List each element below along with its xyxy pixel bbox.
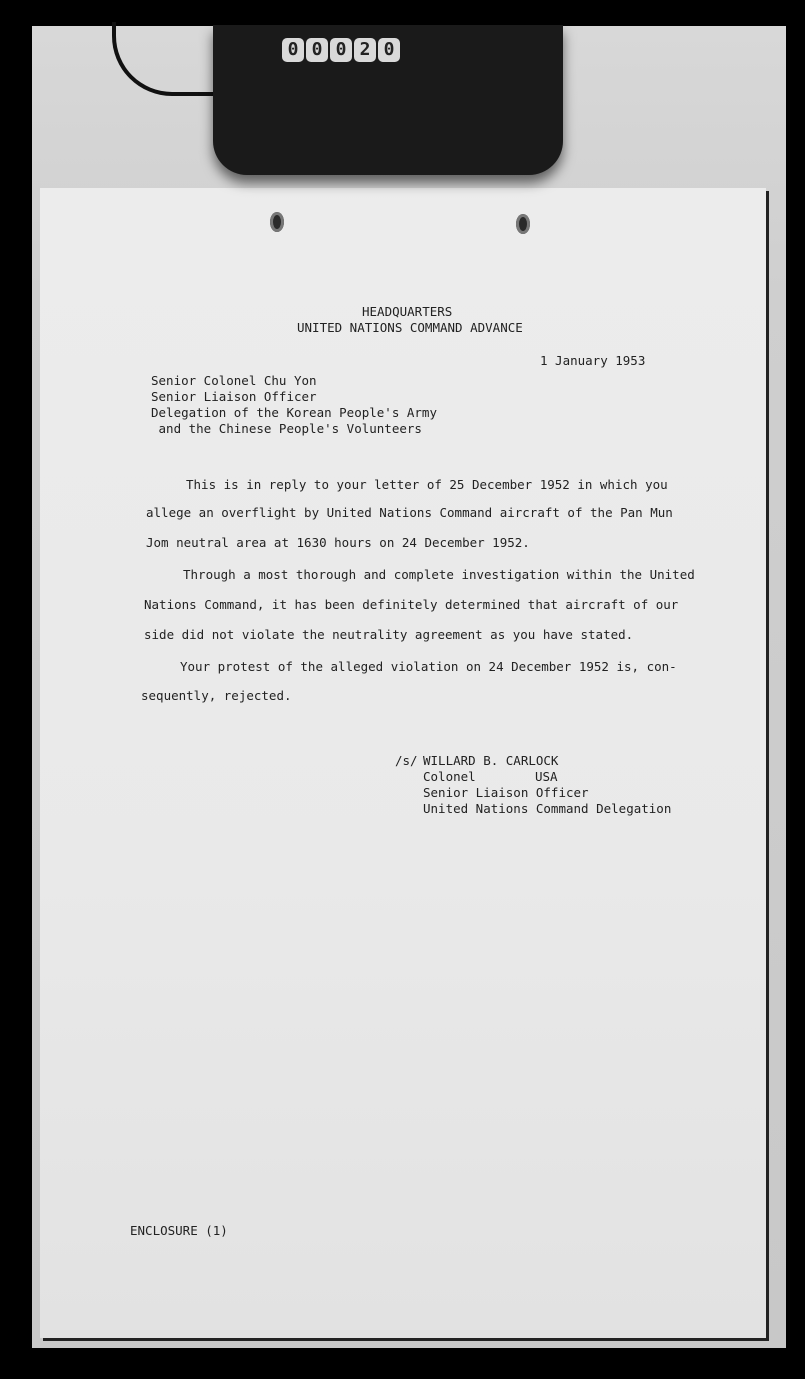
body-line: allege an overflight by United Nations Command aircraft of the Pan Mun [146, 505, 673, 520]
frame-counter [282, 38, 400, 62]
addressee-line: Senior Liaison Officer [151, 389, 317, 404]
counter-digit: 0 [306, 38, 328, 62]
punch-hole [516, 214, 530, 234]
counter-digit: 0 [330, 38, 352, 62]
enclosure-label: ENCLOSURE (1) [130, 1223, 228, 1238]
signature-org: United Nations Command Delegation [423, 801, 672, 816]
body-line: This is in reply to your letter of 25 December 1952 in which you [186, 477, 668, 492]
body-line: Jom neutral area at 1630 hours on 24 December 1952. [146, 535, 530, 550]
body-line: Through a most thorough and complete investigation within the United [183, 567, 695, 582]
punch-hole [270, 212, 284, 232]
addressee-line: Delegation of the Korean People's Army [151, 405, 437, 420]
counter-digit: 2 [354, 38, 376, 62]
body-line: side did not violate the neutrality agreement as you have stated. [144, 627, 634, 642]
signature-service: USA [535, 769, 558, 784]
counter-digit: 0 [378, 38, 400, 62]
signature-name: WILLARD B. CARLOCK [423, 753, 559, 768]
signature-title: Senior Liaison Officer [423, 785, 589, 800]
letterhead-line-2: UNITED NATIONS COMMAND ADVANCE [297, 320, 523, 335]
body-line: Nations Command, it has been definitely determined that aircraft of our [144, 597, 679, 612]
counter-digit: 0 [282, 38, 304, 62]
signature-rank: Colonel [423, 769, 476, 784]
signature-prefix: /s/ [395, 753, 418, 768]
letter-date: 1 January 1953 [540, 353, 646, 368]
body-line: Your protest of the alleged violation on 24 December 1952 is, con- [180, 659, 677, 674]
addressee-line: Senior Colonel Chu Yon [151, 373, 317, 388]
body-line: sequently, rejected. [141, 688, 292, 703]
addressee-line: and the Chinese People's Volunteers [151, 421, 422, 436]
letterhead-line-1: HEADQUARTERS [362, 304, 453, 319]
